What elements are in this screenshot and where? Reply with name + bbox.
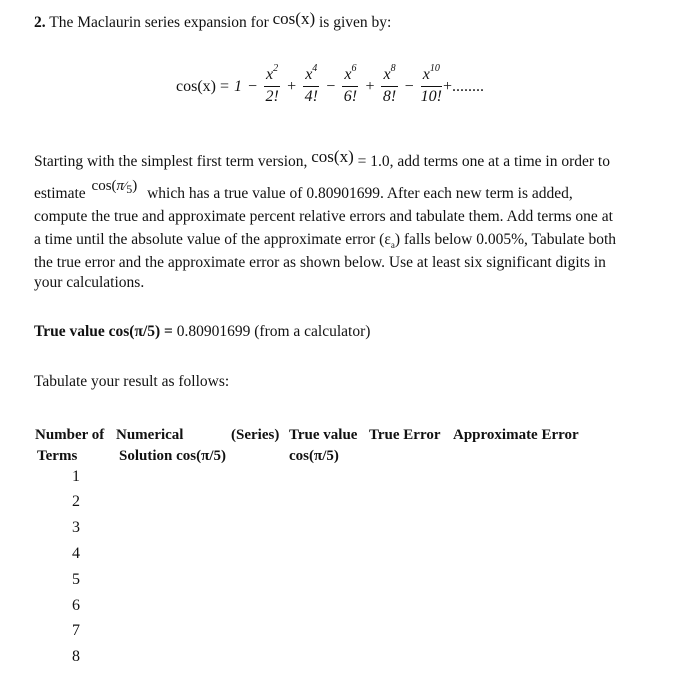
table-row-number: 1 bbox=[72, 468, 80, 485]
header-number-of: Number of bbox=[35, 427, 105, 443]
header-true-error: True Error bbox=[369, 427, 441, 443]
table-row-number: 5 bbox=[72, 571, 80, 588]
true-value-label: True value cos(π/5) = bbox=[34, 323, 177, 340]
instructions-line-1: Starting with the simplest first term version, cos(x) = 1.0, add terms one at a time in order to bbox=[34, 147, 610, 170]
formula-term: $\frac{x^2}{2!}$ bbox=[265, 63, 279, 105]
question-intro: The Maclaurin series expansion for bbox=[49, 14, 269, 31]
header-approximate-error: Approximate Error bbox=[453, 427, 579, 443]
table-row-number: 4 bbox=[72, 545, 80, 562]
formula-lhs: cos(x) = bbox=[176, 77, 230, 95]
formula-term: $\frac{x^{10}}{10!}$ bbox=[420, 63, 442, 105]
formula-term: $\frac{x^6}{6!}$ bbox=[343, 63, 358, 105]
instructions-line-4: a time until the absolute value of the approximate error $(\varepsilon_a)$ falls below 0.005%, Tabulate both bbox=[34, 231, 617, 250]
table-row-number: 2 bbox=[72, 493, 80, 510]
formula-first-term: 1 bbox=[234, 77, 243, 95]
formula-sign: + bbox=[365, 77, 375, 95]
header-series: (Series) bbox=[231, 427, 280, 443]
formula-sign: − bbox=[404, 77, 414, 95]
table-row-number: 6 bbox=[72, 597, 80, 614]
formula-sign: − bbox=[248, 77, 258, 95]
formula-sign: − bbox=[326, 77, 336, 95]
question-heading bbox=[34, 9, 392, 32]
header-true-value: True value bbox=[289, 427, 358, 443]
table-row-number: 8 bbox=[72, 648, 80, 665]
instructions-line-2: estimate $\cos(\pi⁄_5)$ which has a true value of 0.80901699. After each new term is added, bbox=[34, 178, 573, 202]
table-row-number: 3 bbox=[72, 519, 80, 536]
formula-tail: +........ bbox=[442, 77, 484, 95]
formula-sign: + bbox=[287, 77, 297, 95]
tabulate-instruction: Tabulate your result as follows: bbox=[34, 373, 230, 390]
maclaurin-formula bbox=[176, 63, 484, 107]
instructions-line-5: the true error and the approximate error as shown below. Use at least six significant digits in bbox=[34, 254, 606, 271]
formula-term: $\frac{x^8}{8!}$ bbox=[382, 63, 397, 105]
instructions-line-3: compute the true and approximate percent relative errors and tabulate them. Add terms one at bbox=[34, 208, 613, 225]
header-true-cos: cos(π/5) bbox=[289, 448, 339, 464]
true-value-line bbox=[34, 323, 370, 341]
header-solution-cos: Solution cos(π/5) bbox=[119, 448, 226, 464]
header-terms: Terms bbox=[37, 448, 78, 464]
formula-term: $\frac{x^4}{4!}$ bbox=[304, 63, 318, 105]
instructions-line-6: your calculations. bbox=[34, 274, 145, 291]
true-value-value: 0.80901699 (from a calculator) bbox=[176, 323, 371, 340]
header-numerical: Numerical bbox=[116, 427, 184, 443]
table-row-number: 7 bbox=[72, 622, 80, 639]
question-number: 2. bbox=[34, 14, 46, 31]
question-intro-after: is given by: bbox=[318, 14, 392, 31]
question-intro-func: cos(x) bbox=[272, 9, 316, 28]
